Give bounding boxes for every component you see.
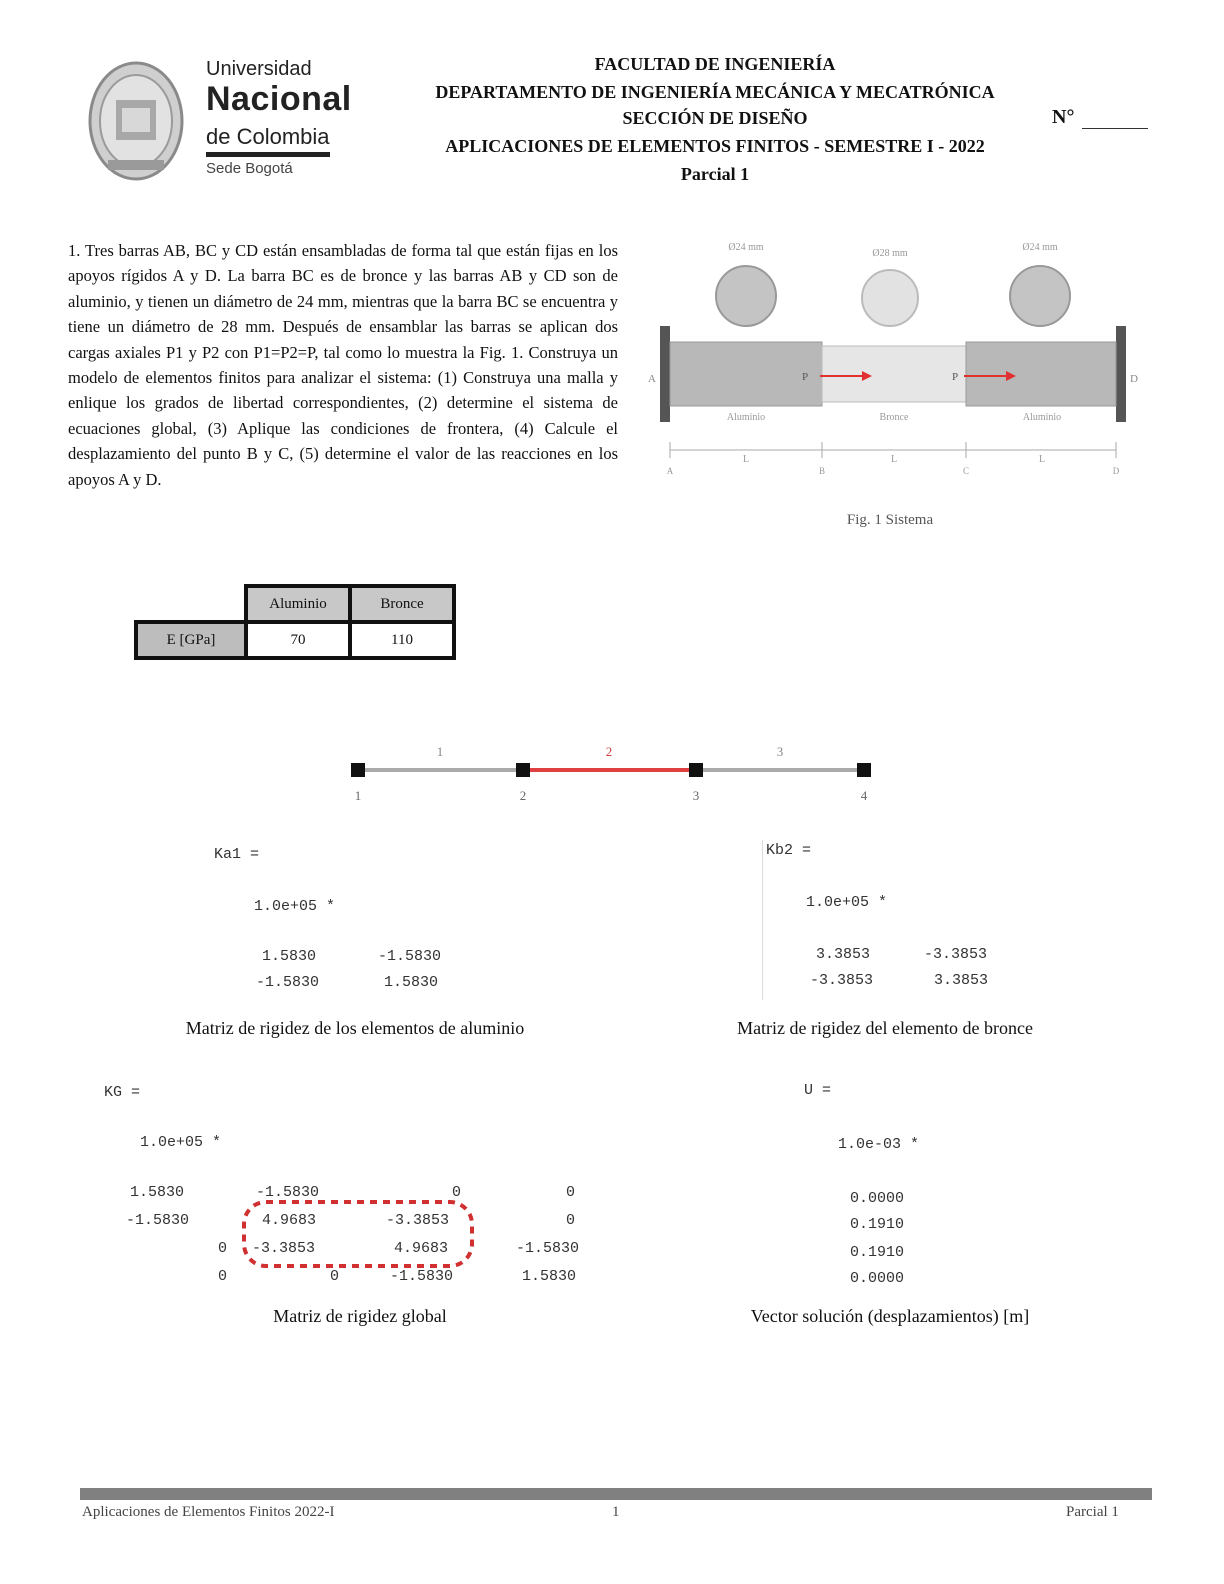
k-global-r3c4: -1.5830 <box>516 1240 580 1257</box>
k-bronze-scale: 1.0e+05 * <box>806 894 888 911</box>
k-bronze-r1c2: -3.3853 <box>924 946 988 963</box>
university-name-line-2: Nacional <box>206 80 352 118</box>
k-global-r1c2: -1.5830 <box>256 1184 320 1201</box>
cross-section-2 <box>862 270 918 326</box>
area-title: SECCIÓN DE DISEÑO <box>622 108 808 128</box>
mesh-node-4 <box>857 763 871 777</box>
wall-right <box>1116 326 1126 422</box>
cross-section-1 <box>716 266 776 326</box>
table-row-label: E [GPa] <box>136 622 246 658</box>
load-label-1: P <box>802 371 809 383</box>
table-cell-aluminum: 70 <box>246 622 350 658</box>
k-bronze-caption: Matriz de rigidez del elemento de bronce <box>737 1018 1033 1038</box>
point-label-a: A <box>666 466 674 476</box>
footer-exam: Parcial 1 <box>1066 1504 1119 1520</box>
u-value-3: 0.1910 <box>850 1244 905 1261</box>
bar-system-figure <box>640 230 1140 480</box>
k-global-r1c3: 0 <box>452 1184 462 1201</box>
table-corner <box>136 586 246 622</box>
exam-title: Parcial 1 <box>680 164 750 184</box>
k-aluminum-label: Ka1 = <box>214 846 260 863</box>
table-header-bronze: Bronce <box>350 586 454 622</box>
number-blank-line <box>1082 128 1148 129</box>
mesh-node-2 <box>516 763 530 777</box>
table-header-aluminum: Aluminio <box>246 586 350 622</box>
element-label-1: 1 <box>436 744 444 759</box>
column-divider <box>762 840 763 1000</box>
bar-cd <box>966 342 1116 406</box>
k-aluminum-r1c2: -1.5830 <box>378 948 442 965</box>
bar-label-ab: Aluminio <box>726 412 766 423</box>
mesh-diagram <box>320 730 900 810</box>
footer-bar <box>80 1488 1152 1500</box>
figure-caption: Fig. 1 Sistema <box>846 512 934 528</box>
k-aluminum-r2c1: -1.5830 <box>256 974 320 991</box>
university-name-line-3: de Colombia <box>206 124 330 157</box>
k-global-r4c4: 1.5830 <box>522 1268 577 1285</box>
course-title: APLICACIONES DE ELEMENTOS FINITOS - SEMESTRE I - 2022 <box>445 136 985 156</box>
support-label-a: A <box>648 373 656 385</box>
k-global-r4c2: 0 <box>330 1268 340 1285</box>
university-campus: Sede Bogotá <box>206 160 293 177</box>
faculty-title: FACULTAD DE INGENIERÍA <box>594 54 836 74</box>
problem-statement: 1. Tres barras AB, BC y CD están ensambladas de forma tal que están fijas en los apoyos rígidos A y D. La barra BC es de bronce y las barras AB y CD son de aluminio, y tienen un diámetro de 24 mm, mientras que la barra BC se encuentra y tiene un diámetro de 28 mm. Después de ensamblar las barras se aplican dos cargas axiales P1 y P2 con P1=P2=P, tal como lo muestra la Fig. 1. Construya un modelo de elementos finitos para analizar el sistema: (1) Construya una malla y enlique los grados de libertad correspondientes, (2) determine el sistema de ecuaciones global, (3) Aplique las condiciones de frontera, (4) Calcule el desplazamiento del punto B y C, (5) determine el valor de las reacciones en los apoyos A y D. <box>68 241 618 489</box>
k-aluminum-scale: 1.0e+05 * <box>254 898 336 915</box>
k-global-caption: Matriz de rigidez global <box>273 1306 447 1326</box>
bar-bc <box>822 346 966 402</box>
dimension-label-1: L <box>742 454 750 465</box>
point-label-c: C <box>962 466 970 476</box>
k-global-r4c3: -1.5830 <box>390 1268 454 1285</box>
k-global-r2c2: 4.9683 <box>262 1212 317 1229</box>
node-label-1: 1 <box>354 788 362 803</box>
k-global-r1c1: 1.5830 <box>130 1184 185 1201</box>
bar-label-cd: Aluminio <box>1022 412 1062 423</box>
assembly-highlight <box>240 1198 476 1272</box>
k-aluminum-caption: Matriz de rigidez de los elementos de aluminio <box>185 1018 525 1038</box>
footer-page-number: 1 <box>612 1504 620 1520</box>
k-aluminum-r1c1: 1.5830 <box>262 948 317 965</box>
cross-section-3 <box>1010 266 1070 326</box>
k-global-r3c3: 4.9683 <box>394 1240 449 1257</box>
bar-label-bc: Bronce <box>879 412 909 423</box>
k-aluminum-r2c2: 1.5830 <box>384 974 439 991</box>
wall-left <box>660 326 670 422</box>
support-label-d: D <box>1130 373 1138 385</box>
number-label: N° <box>1052 106 1075 128</box>
load-label-2: P <box>952 371 959 383</box>
node-label-2: 2 <box>519 788 527 803</box>
k-global-r4c1: 0 <box>218 1268 228 1285</box>
table-cell-bronze: 110 <box>350 622 454 658</box>
materials-table <box>134 584 456 660</box>
dimension-label-3: L <box>1038 454 1046 465</box>
u-scale: 1.0e-03 * <box>838 1136 920 1153</box>
university-name-line-1: Universidad <box>206 58 312 80</box>
k-global-scale: 1.0e+05 * <box>140 1134 222 1151</box>
mesh-node-1 <box>351 763 365 777</box>
k-global-label: KG = <box>104 1084 141 1101</box>
node-label-4: 4 <box>860 788 868 803</box>
point-label-b: B <box>818 466 826 476</box>
k-bronze-r2c2: 3.3853 <box>934 972 989 989</box>
point-label-d: D <box>1112 466 1120 476</box>
mesh-node-3 <box>689 763 703 777</box>
u-value-4: 0.0000 <box>850 1270 905 1287</box>
k-global-r3c2: -3.3853 <box>252 1240 316 1257</box>
section-label-3: Ø24 mm <box>1022 242 1058 253</box>
section-label-1: Ø24 mm <box>728 242 764 253</box>
u-label: U = <box>804 1082 832 1099</box>
u-value-2: 0.1910 <box>850 1216 905 1233</box>
footer-course: Aplicaciones de Elementos Finitos 2022-I <box>82 1504 335 1520</box>
university-seal-logo <box>88 60 184 182</box>
k-global-r1c4: 0 <box>566 1184 576 1201</box>
u-caption: Vector solución (desplazamientos) [m] <box>750 1306 1030 1326</box>
section-label-2: Ø28 mm <box>872 248 908 259</box>
element-label-2: 2 <box>605 744 613 759</box>
department-title: DEPARTAMENTO DE INGENIERÍA MECÁNICA Y MECATRÓNICA <box>435 82 995 102</box>
k-bronze-r2c1: -3.3853 <box>810 972 874 989</box>
k-global-r3c1: 0 <box>218 1240 228 1257</box>
k-global-r2c1: -1.5830 <box>126 1212 190 1229</box>
node-label-3: 3 <box>692 788 700 803</box>
element-label-3: 3 <box>776 744 784 759</box>
k-global-r2c4: 0 <box>566 1212 576 1229</box>
k-global-r2c3: -3.3853 <box>386 1212 450 1229</box>
dimension-label-2: L <box>890 454 898 465</box>
u-value-1: 0.0000 <box>850 1190 905 1207</box>
bar-ab <box>670 342 822 406</box>
k-bronze-label: Kb2 = <box>766 842 812 859</box>
k-bronze-r1c1: 3.3853 <box>816 946 871 963</box>
